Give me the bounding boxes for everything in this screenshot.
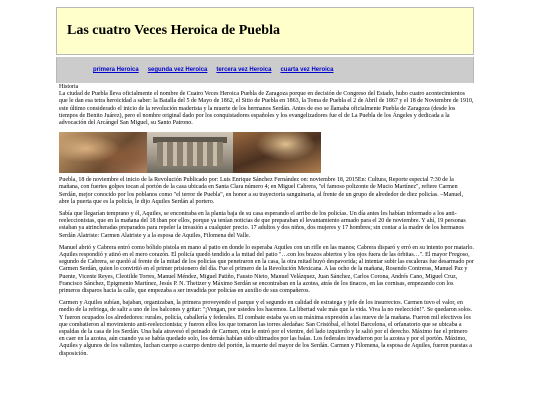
article-paragraph-1: Puebla, 18 de noviembre el inicio de la Revolución Publicado por: Luis Enrique Sánchez Fernández on: noviembre 18, 2015En: Cultura, Reporte especial 7:30 de la mañana, con fuertes golpes tocan al portón de la casa ubicada en Santa Clara número 4; en Miguel Cabrera, "el famoso polizonte de Mucio Martínez", refiere Carmen Serdán, mejor conocido por los poblanos como "el terror de Puebla", en honor a su trayectoria sanguinaria, al frente de un grupo de alrededor de diez policías. –Manuel, abre la puerta que es la policía, le dijo Aquiles Serdán al portero. [59, 177, 464, 205]
article-paragraph-2: Sabía que llegarían temprano y él, Aquiles, se encontraba en la planta baja de su casa esperando el arribo de los policías. Un día antes les habían informado a los anti-reeleccionistas, que en la mañana del 18 iban por ellos, porque ya tenían noticias de que preparaban el levantamiento armado para el 20 de noviembre. Y ahí, 19 personas estaban ya atrincheradas preparados para repeler la invasión a cualquier precio. 17 adultos y dos niños, dos mujeres y 17 hombres; sin contar a la madre de los hermanos Serdán Alatriste: Carmen Alatriste y a la esposa de Aquiles, Filomena del Valle. [59, 211, 466, 239]
image-strip [59, 132, 321, 173]
building-image [147, 132, 233, 173]
nav-link-cuarta-vez-heroica[interactable]: cuarta vez Heroica [280, 67, 334, 73]
building-facade [157, 142, 223, 166]
intro-paragraph: La ciudad de Puebla lleva oficialmente el nombre de Cuatro Veces Heroica Puebla de Zaragoza porque en decisión de Congreso del Estado, hubo cuatro acontecimientos que le dan esa tetra heroicidad a saber: la Batalla del 5 de Mayo de 1862, el Sitio de Puebla en 1863, la Toma de Puebla el 2 de Abril de 1867 y el 18 de Noviembre de 1910, este último considerado el inicio de la revolución maderista y la muerte de los hermanos Serdán. Antes de eso se llamaba oficialmente Puebla de Zaragoza (desde los tiempos de Benito Juárez), pero el nombre original dado por los conquistadores españoles y los evangelizadores fue el de La Puebla de los Ángeles y dedicada a la advocación del Arcángel San Miguel, su Santo Patrono. [59, 91, 474, 127]
page-container [56, 7, 474, 363]
article-paragraph-3: Manuel abrió y Cabrera entró como bólido pistola en mano al patio en donde lo esperaba Aquiles con un rifle en las manos; Cabrera disparó y erró en su intento por matarlo. Aquiles respondió y atinó en el mero corazón. El policía quedó tendido a la mitad del patio "…con los brazos abiertos y los ojos fuera de las órbitas…". El mayor Fregoso, segundo de Cabrera, se quedó al frente de la mitad de los policías que penetraron en la casa, la otra mitad huyó despavorida; al intentar subir las escaleras fue desarmado por Carmen Serdán, quien lo convirtió en el primer prisionero del día. Fue el primero de la Revolución Mexicana. A las ocho de la mañana, Rosendo Contreras, Manuel Paz y Puente, Vicente Reyes, Cleotilde Torres, Manuel Méndez, Miguel Patiño, Fausto Nieto, Manuel Velázquez, Juan Sánchez, Carlos Corona, Andrés Cano, Miguel Cruz, Francisco Sánchez, Epigmenio Martínez, Jesús P. N. Thetizer y Máximo Serdán se encontraban en la azotea, atrás de los tinacos, en las cornisas, empezando con los primeros disparos hacia la calle, que empezaba a ser invadida por policías en auxilio de sus compañeros. [59, 244, 474, 295]
nav-link-tercera-vez-heroica[interactable]: tercera vez Heroica [216, 67, 272, 73]
nav-link-primera-heroica[interactable]: primera Heroica [93, 67, 139, 73]
page-title: Las cuatro Veces Heroica de Puebla [67, 23, 280, 38]
article-paragraph-4: Carmen y Aquiles subían, bajaban, organizaban, la primera proveyendo el parque y el segundo en calidad de estratega y jefe de los insurrectos. Carmen tuvo el valor, en medio de la refriega, de salir a uno de los balcones y gritar: "¡Vengan, por ustedes los hacemos. La libertad vale más que la vida. Viva la no reelección!". Se quedaron solos. Y fueron ocupados los alrededores: rurales, policía, caballería y federales. El combate estaba ya en su máxima expresión a las nueve de la mañana. Fueron mil efectivos los que combatieron al movimiento anti-reeleccionista; y fueron ellos los que tomaron las torres aledañas: San Cristóbal, el hotel Barcelona, el orfanatorio que se ubicaba a espaldas de la casa de los Serdán. Una bala atravesó el peinado de Carmen, otra le entró por el vientre, del lado izquierdo y le salió por el derecho. Máximo fue el primero en caer en la azotea, aún cuando ya se había quedado solo, los demás habían sido ultimados por las balas. Los federales invadieron por la azotea y por el portón. Máximo, Aquiles y algunos de los valientes, luchan cuerpo a cuerpo dentro del portón, la muerte del mayor de los Serdán. Carmen y Filomena, la esposa de Aquiles, fueron puestas a disposición. [59, 300, 473, 357]
nav-bar [56, 57, 474, 83]
nav-link-segunda-vez-heroica[interactable]: segunda vez Heroica [147, 67, 208, 73]
mural-image [59, 132, 147, 173]
article-content [56, 84, 474, 358]
painting-image [233, 132, 321, 173]
page-header [56, 7, 474, 55]
section-label: Historia [59, 84, 79, 90]
